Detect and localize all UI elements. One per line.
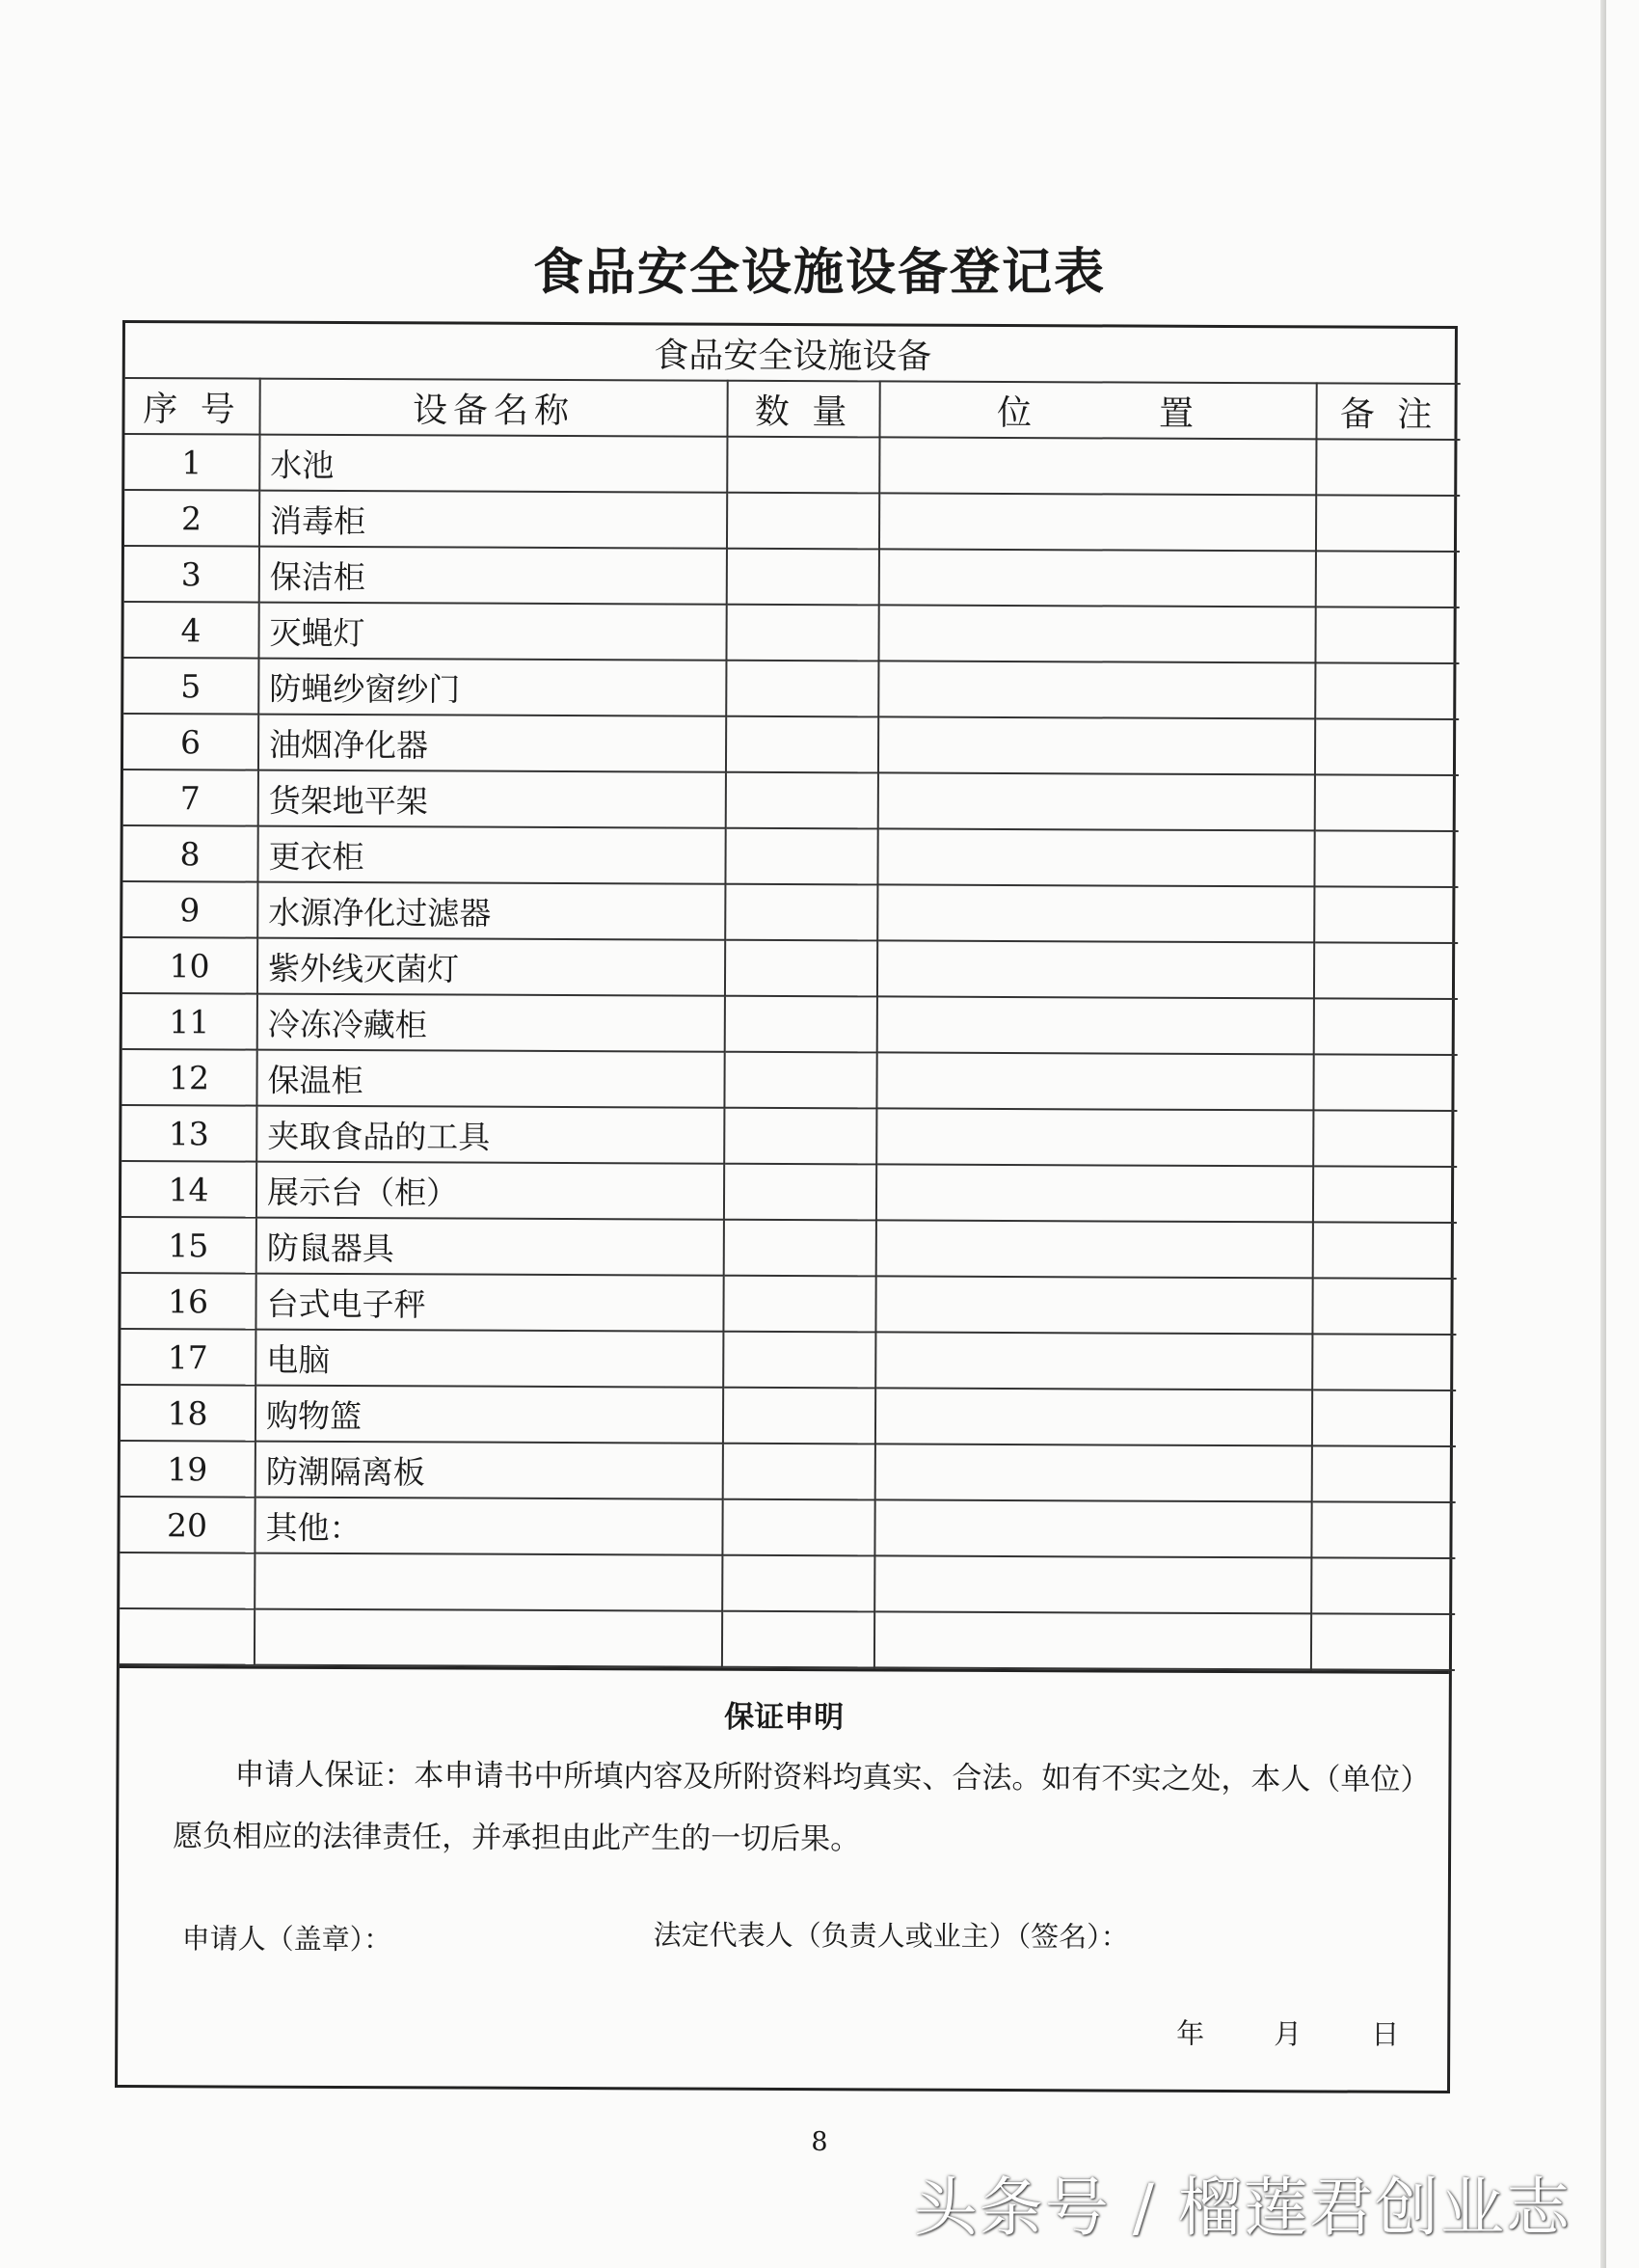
equipment-name: 电脑 <box>255 1330 723 1388</box>
location-cell <box>879 493 1316 551</box>
table-row <box>120 1552 1455 1614</box>
equipment-name <box>255 1609 722 1667</box>
row-number: 14 <box>121 1161 256 1218</box>
declaration-heading: 保证申明 <box>724 1699 845 1736</box>
date-day-label: 日 <box>1371 2017 1400 2051</box>
quantity-cell <box>723 1444 875 1500</box>
equipment-name: 台式电子秤 <box>255 1274 723 1332</box>
location-cell <box>878 716 1315 774</box>
equipment-name: 更衣柜 <box>257 826 725 884</box>
quantity-cell <box>723 1332 875 1389</box>
remarks-cell <box>1314 998 1458 1055</box>
location-cell <box>876 1164 1313 1222</box>
row-number: 3 <box>124 546 259 603</box>
row-number: 1 <box>124 434 259 491</box>
row-number: 19 <box>121 1441 255 1498</box>
table-row <box>123 714 1459 775</box>
quantity-cell <box>722 1499 874 1556</box>
quantity-cell <box>727 493 879 550</box>
quantity-cell <box>725 884 877 941</box>
row-number: 9 <box>122 881 257 938</box>
remarks-cell <box>1315 662 1459 719</box>
quantity-cell <box>727 437 879 494</box>
table-row <box>123 602 1459 663</box>
row-number <box>120 1552 255 1609</box>
row-number: 15 <box>121 1217 256 1274</box>
row-number: 8 <box>122 825 257 882</box>
quantity-cell <box>727 549 879 606</box>
remarks-cell <box>1314 942 1458 999</box>
quantity-cell <box>722 1611 874 1668</box>
table-row <box>121 1273 1456 1335</box>
quantity-cell <box>723 1388 875 1444</box>
row-number: 12 <box>121 1049 256 1106</box>
column-header-remarks: 备 注 <box>1316 383 1460 440</box>
location-cell <box>874 1499 1311 1557</box>
quantity-cell <box>724 1164 876 1221</box>
location-cell <box>879 437 1316 495</box>
row-number: 11 <box>122 993 257 1050</box>
equipment-name: 保洁柜 <box>259 547 727 605</box>
table-row <box>121 1385 1456 1446</box>
row-number: 7 <box>123 770 258 826</box>
document-title: 食品安全设施设备登记表 <box>532 243 1106 302</box>
applicant-seal-label: 申请人（盖章）： <box>181 1922 392 1957</box>
location-cell <box>876 1108 1313 1166</box>
remarks-cell <box>1313 1166 1457 1223</box>
quantity-cell <box>725 940 877 997</box>
table-row <box>121 1161 1457 1223</box>
location-cell <box>878 605 1315 662</box>
location-cell <box>877 828 1314 886</box>
table-row <box>121 1217 1457 1279</box>
column-header-index: 序 号 <box>124 378 259 435</box>
table-caption-row <box>125 323 1461 384</box>
page-edge <box>1600 0 1606 2268</box>
equipment-name: 防鼠器具 <box>256 1218 724 1276</box>
remarks-cell <box>1311 1557 1455 1614</box>
table-row <box>122 937 1458 999</box>
quantity-cell <box>725 996 877 1053</box>
quantity-cell <box>726 661 878 717</box>
location-cell <box>876 1052 1313 1110</box>
date-year-label: 年 <box>1176 2016 1205 2050</box>
equipment-name: 防蝇纱窗纱门 <box>258 659 726 716</box>
table-row <box>121 1049 1457 1111</box>
quantity-cell <box>724 1108 876 1165</box>
column-header-name: 设备名称 <box>259 379 727 437</box>
row-number: 2 <box>124 490 259 547</box>
guarantee-declaration <box>118 1665 1449 2091</box>
location-cell <box>875 1332 1312 1390</box>
registration-form <box>115 320 1458 2093</box>
remarks-cell <box>1316 495 1460 552</box>
row-number <box>120 1608 255 1665</box>
quantity-cell <box>724 1052 876 1109</box>
table-row <box>123 770 1459 831</box>
table-caption: 食品安全设施设备 <box>125 323 1461 384</box>
equipment-name: 消毒柜 <box>259 491 727 549</box>
remarks-cell <box>1314 886 1458 943</box>
equipment-name: 紫外线灭菌灯 <box>257 938 725 996</box>
quantity-cell <box>723 1276 875 1333</box>
column-header-location: 位 置 <box>879 381 1316 439</box>
column-header-quantity: 数 量 <box>727 381 879 438</box>
location-cell <box>874 1611 1311 1669</box>
equipment-name: 冷冻冷藏柜 <box>257 994 725 1052</box>
remarks-cell <box>1312 1390 1456 1446</box>
table-row <box>124 546 1460 608</box>
remarks-cell <box>1312 1278 1456 1335</box>
equipment-name: 展示台（柜） <box>256 1162 724 1220</box>
remarks-cell <box>1313 1054 1457 1111</box>
row-number: 17 <box>121 1329 255 1386</box>
remarks-cell <box>1311 1501 1455 1558</box>
declaration-text: 申请人保证：本申请书中所填内容及所附资料均真实、合法。如有不实之处，本人（单位）愿负相应的法律责任，并承担由此产生的一切后果。 <box>173 1757 1415 1857</box>
equipment-name: 保温柜 <box>256 1050 724 1108</box>
location-cell <box>875 1444 1312 1501</box>
quantity-cell <box>726 772 878 829</box>
equipment-name: 水源净化过滤器 <box>257 882 725 940</box>
quantity-cell <box>722 1555 874 1612</box>
remarks-cell <box>1313 1110 1457 1167</box>
quantity-cell <box>724 1220 876 1277</box>
location-cell <box>878 772 1315 830</box>
quantity-cell <box>726 716 878 773</box>
row-number: 20 <box>120 1497 255 1553</box>
location-cell <box>876 1220 1313 1278</box>
row-number: 13 <box>121 1105 256 1162</box>
table-row <box>122 993 1458 1055</box>
table-row <box>122 825 1458 887</box>
location-cell <box>878 661 1315 718</box>
equipment-table <box>120 323 1461 1671</box>
location-cell <box>874 1555 1311 1613</box>
remarks-cell <box>1315 718 1459 775</box>
equipment-name <box>255 1553 722 1611</box>
location-cell <box>877 940 1314 998</box>
remarks-cell <box>1315 774 1459 831</box>
row-number: 6 <box>123 714 258 770</box>
representative-signature-label: 法定代表人（负责人或业主）（签名）： <box>653 1918 1129 1954</box>
table-row <box>121 1329 1456 1390</box>
equipment-name: 油烟净化器 <box>258 715 726 772</box>
table-row <box>121 1105 1457 1167</box>
equipment-name: 灭蝇灯 <box>258 603 726 661</box>
equipment-name: 夹取食品的工具 <box>256 1106 724 1164</box>
equipment-name: 防潮隔离板 <box>255 1442 723 1499</box>
remarks-cell <box>1313 1222 1457 1279</box>
equipment-table-body <box>120 323 1461 1670</box>
table-row <box>122 881 1458 943</box>
quantity-cell <box>725 828 877 885</box>
row-number: 4 <box>123 602 258 659</box>
row-number: 10 <box>122 937 257 994</box>
location-cell <box>879 549 1316 607</box>
table-header-row <box>124 378 1460 440</box>
date-month-label: 月 <box>1274 2017 1303 2051</box>
location-cell <box>877 996 1314 1054</box>
remarks-cell <box>1316 551 1460 608</box>
equipment-name: 货架地平架 <box>258 770 726 828</box>
location-cell <box>875 1276 1312 1334</box>
row-number: 16 <box>121 1273 255 1330</box>
table-row <box>124 490 1460 552</box>
remarks-cell <box>1316 439 1460 496</box>
remarks-cell <box>1312 1334 1456 1390</box>
equipment-name: 购物篮 <box>255 1386 723 1444</box>
remarks-cell <box>1312 1445 1456 1502</box>
equipment-name: 水池 <box>259 435 727 493</box>
row-number: 5 <box>123 658 258 715</box>
location-cell <box>877 884 1314 942</box>
location-cell <box>875 1388 1312 1445</box>
remarks-cell <box>1314 830 1458 887</box>
remarks-cell <box>1315 607 1459 663</box>
table-row <box>123 658 1459 719</box>
equipment-name: 其他： <box>255 1498 722 1555</box>
watermark: 头条号 / 榴莲君创业志 <box>913 2171 1572 2245</box>
date-line <box>1176 2012 1399 2053</box>
row-number: 18 <box>121 1385 255 1442</box>
table-row <box>121 1441 1456 1502</box>
remarks-cell <box>1311 1613 1455 1670</box>
quantity-cell <box>726 605 878 662</box>
table-row <box>124 434 1460 496</box>
table-row <box>120 1497 1455 1558</box>
page-number: 8 <box>811 2127 828 2157</box>
table-row <box>120 1608 1455 1670</box>
